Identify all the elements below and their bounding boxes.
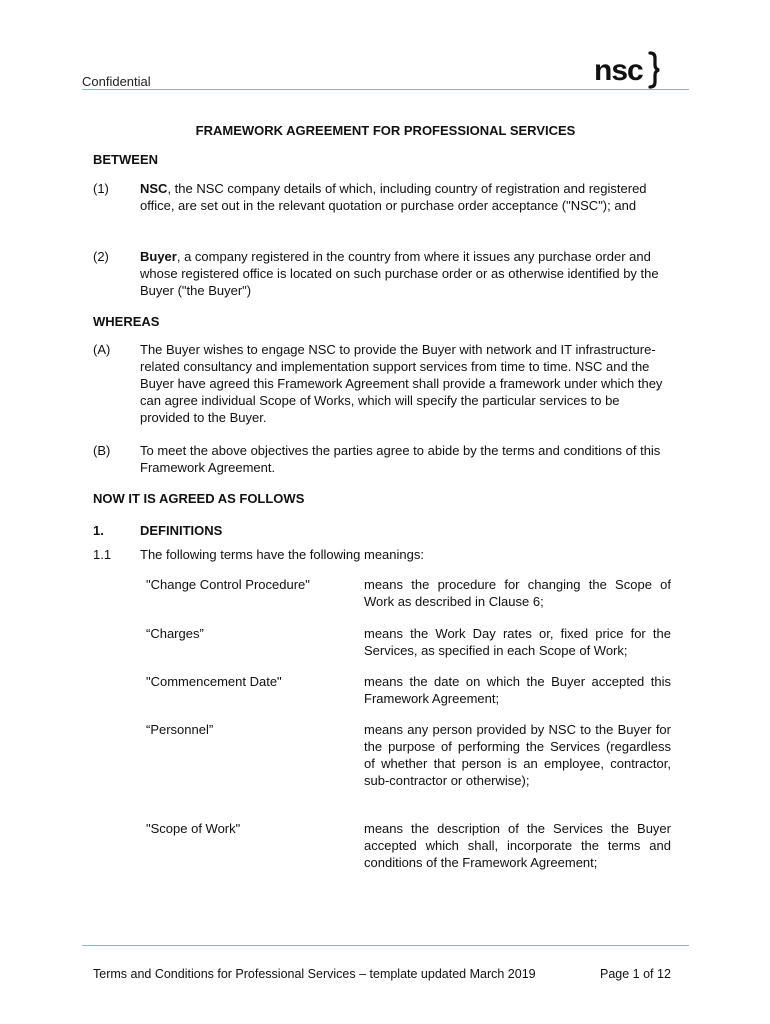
clause-1-1-text: The following terms have the following meanings: — [140, 547, 424, 562]
definition-meaning: means the Work Day rates or, fixed price for the Services, as specified in each Scope of Work; — [364, 626, 671, 658]
nsc-logo — [594, 50, 661, 90]
document-title: FRAMEWORK AGREEMENT FOR PROFESSIONAL SERVICES — [195, 123, 576, 138]
definition-meaning: means any person provided by NSC to the Buyer for the purpose of performing the Services (regardless of whether that person is an employee, contractor, sub-contractor or otherwise); — [364, 722, 671, 788]
between-item-1 — [140, 180, 670, 214]
section-1-heading: DEFINITIONS — [140, 523, 223, 538]
confidential-label: Confidential — [82, 74, 151, 89]
party-name-buyer: Buyer — [140, 249, 177, 264]
definition-term: "Scope of Work" — [146, 821, 241, 836]
definition-meaning: means the date on which the Buyer accepted this Framework Agreement; — [364, 674, 671, 706]
definition-term: "Change Control Procedure" — [146, 577, 310, 592]
definition-term: “Charges” — [146, 626, 204, 641]
header-divider — [82, 89, 689, 90]
logo-text: nsc — [594, 53, 643, 87]
definition-term: "Commencement Date" — [146, 674, 282, 689]
between-item-2-text: , a company registered in the country from where it issues any purchase order and whose registered office is located on such purchase order or as otherwise identified by the Buyer ("the Buyer") — [140, 249, 659, 298]
page-number: Page 1 of 12 — [600, 967, 671, 981]
definition-term: “Personnel” — [146, 722, 214, 737]
between-item-2-number: (2) — [93, 249, 109, 264]
agreed-heading: NOW IT IS AGREED AS FOLLOWS — [93, 491, 305, 506]
whereas-item-b-number: (B) — [93, 443, 111, 458]
definition-meaning: means the description of the Services the Buyer accepted which shall, incorporate the terms and conditions of the Framework Agreement; — [364, 821, 671, 870]
party-name-nsc: NSC — [140, 181, 168, 196]
between-item-2 — [140, 248, 670, 299]
between-item-1-number: (1) — [93, 181, 109, 196]
footer-divider — [82, 945, 689, 946]
whereas-item-b-text: To meet the above objectives the parties agree to abide by the terms and conditions of this Framework Agreement. — [140, 443, 661, 475]
between-heading: BETWEEN — [93, 152, 158, 167]
whereas-item-a-text: The Buyer wishes to engage NSC to provide the Buyer with network and IT infrastructure-related consultancy and implementation support services from time to time. NSC and the Buyer have agreed this Framework Agreement shall provide a framework under which they can agree individual Scope of Works, which will specify the particular services to be provided to the Buyer. — [140, 342, 663, 425]
footer-template-note: Terms and Conditions for Professional Services – template updated March 2019 — [93, 967, 536, 981]
definition-meaning: means the procedure for changing the Scope of Work as described in Clause 6; — [364, 577, 671, 609]
clause-1-1-number: 1.1 — [93, 547, 112, 562]
between-item-1-text: , the NSC company details of which, including country of registration and registered office, are set out in the relevant quotation or purchase order acceptance ("NSC"); and — [140, 181, 647, 213]
brace-icon — [647, 51, 661, 89]
whereas-item-a-number: (A) — [93, 342, 111, 357]
whereas-heading: WHEREAS — [93, 314, 160, 329]
section-1-number: 1. — [93, 523, 104, 538]
